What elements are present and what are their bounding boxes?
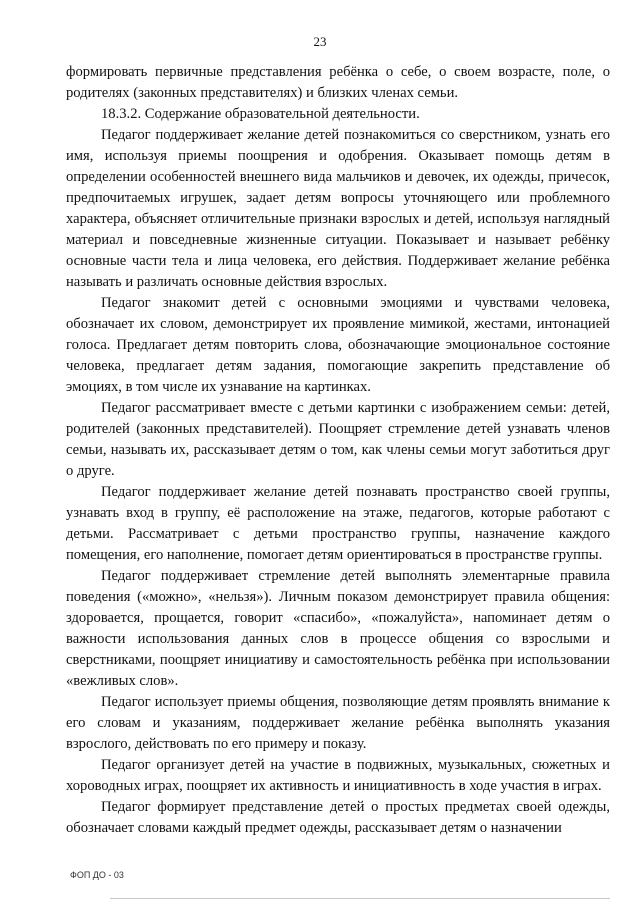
paragraph: Педагог поддерживает стремление детей выполнять элементарные правила поведения («можно», «нельзя»). Личным показом демонстрирует правила общения: здоровается, прощается, говорит «спасибо», «пожалуйста», напоминает детям о важности использования данных слов в процессе общения со взрослыми и сверстниками, поощряет инициативу и самостоятельность ребёнка при использовании «вежливых слов».	[66, 568, 610, 689]
paragraph: Педагог поддерживает желание детей познакомиться со сверстником, узнать его имя, используя приемы поощрения и одобрения. Оказывает помощь детям в определении особенностей внешнего вида мальчиков и девочек, их одежды, причесок, предпочитаемых игрушек, задает детям вопросы уточняющего или проблемного характера, объясняет отличительные признаки взрослых и детей, используя наглядный материал и повседневные жизненные ситуации. Показывает и называет ребёнку основные части тела и лица человека, его действия. Поддерживает желание ребёнка называть и различать основные действия взрослых.	[66, 127, 610, 290]
paragraph: Педагог поддерживает желание детей познавать пространство своей группы, узнавать вход в группу, её расположение на этаже, педагогов, которые работают с детьми. Рассматривает с детьми пространство группы, назначение каждого помещения, его наполнение, помогает детям ориентироваться в пространстве группы.	[66, 484, 610, 563]
paragraph: Педагог знакомит детей с основными эмоциями и чувствами человека, обозначает их словом, демонстрирует их проявление мимикой, жестами, интонацией голоса. Предлагает детям повторить слова, обозначающие эмоциональное состояние человека, предлагает детям задания, помогающие закрепить представление об эмоциях, в том числе их узнавание на картинках.	[66, 295, 610, 395]
paragraph: Педагог формирует представление детей о простых предметах своей одежды, обозначает словами каждый предмет одежды, рассказывает детям о назначении	[66, 799, 610, 836]
paragraph: Педагог использует приемы общения, позволяющие детям проявлять внимание к его словам и указаниям, поддерживает желание ребёнка выполнять указания взрослого, действовать по его примеру и показу.	[66, 694, 610, 752]
section-heading: 18.3.2. Содержание образовательной деятельности.	[101, 106, 420, 122]
paragraph: Педагог организует детей на участие в подвижных, музыкальных, сюжетных и хороводных играх, поощряет их активность и инициативность в ходе участия в играх.	[66, 757, 610, 794]
footer-code: ФОП ДО - 03	[70, 870, 124, 880]
page-number: 23	[313, 34, 327, 49]
paragraph: Педагог рассматривает вместе с детьми картинки с изображением семьи: детей, родителей (законных представителей). Поощряет стремление детей узнавать членов семьи, называть их, рассказывает детям о том, как члены семьи могут заботиться друг о друге.	[66, 400, 610, 479]
document-body	[66, 62, 610, 839]
paragraph-continuation: формировать первичные представления ребёнка о себе, о своем возрасте, поле, о родителях (законных представителях) и близких членах семьи.	[66, 64, 610, 101]
scan-edge-line	[110, 898, 610, 899]
